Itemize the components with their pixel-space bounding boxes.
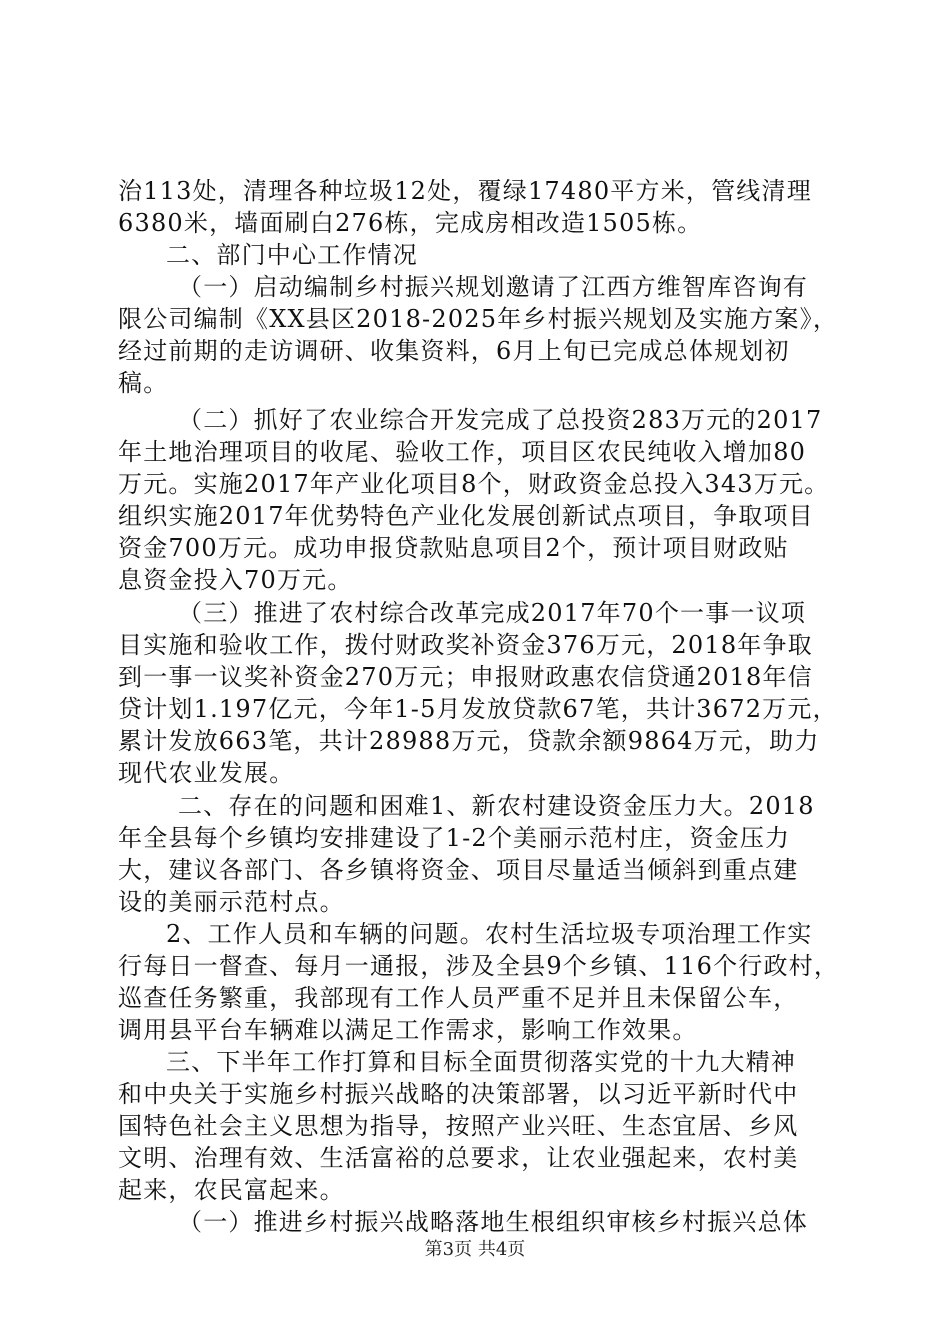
- text-line: 和中央关于实施乡村振兴战略的决策部署，以习近平新时代中: [118, 1080, 799, 1108]
- text-line: 2、工作人员和车辆的问题。农村生活垃圾专项治理工作实: [166, 920, 813, 948]
- section-heading: 三、下半年工作打算和目标全面贯彻落实党的十九大精神: [166, 1048, 796, 1076]
- text-line: 调用县平台车辆难以满足工作需求，影响工作效果。: [118, 1016, 698, 1044]
- text-line: 万元。实施2017年产业化项目8个，财政资金总投入343万元。: [118, 470, 830, 498]
- text-line: （一）启动编制乡村振兴规划邀请了江西方维智库咨询有: [178, 273, 808, 301]
- text-line: 年全县每个乡镇均安排建设了1-2个美丽示范村庄，资金压力: [118, 824, 791, 852]
- text-line: 年土地治理项目的收尾、验收工作，项目区农民纯收入增加80: [118, 438, 807, 466]
- text-line: 巡查任务繁重，我部现有工作人员严重不足并且未保留公车，: [118, 984, 799, 1012]
- text-line: 6380米，墙面刷白276栋，完成房相改造1505栋。: [118, 209, 703, 237]
- text-line: 目实施和验收工作，拨付财政奖补资金376万元，2018年争取: [118, 631, 813, 659]
- text-line: 累计发放663笔，共计28988万元，贷款余额9864万元，助力: [118, 727, 820, 755]
- text-line: （一）推进乡村振兴战略落地生根组织审核乡村振兴总体: [178, 1208, 808, 1236]
- text-line: 到一事一议奖补资金270万元；申报财政惠农信贷通2018年信: [118, 663, 813, 691]
- text-line: 起来，农民富起来。: [118, 1176, 345, 1204]
- text-line: 文明、治理有效、生活富裕的总要求，让农业强起来，农村美: [118, 1144, 799, 1172]
- page-footer: 第3页 共4页: [424, 1239, 526, 1260]
- text-line: 息资金投入70万元。: [118, 566, 353, 594]
- text-line: 治113处，清理各种垃圾12处，覆绿17480平方米，管线清理: [118, 177, 812, 205]
- text-line: 贷计划1.197亿元，今年1-5月发放贷款67笔，共计3672万元，: [118, 695, 838, 723]
- text-line: （三）推进了农村综合改革完成2017年70个一事一议项: [178, 599, 807, 627]
- text-line: 国特色社会主义思想为指导，按照产业兴旺、生态宜居、乡风: [118, 1112, 799, 1140]
- text-line: 资金700万元。成功申报贷款贴息项目2个，预计项目财政贴: [118, 534, 789, 562]
- text-line: 现代农业发展。: [118, 759, 295, 787]
- text-line: 设的美丽示范村点。: [118, 888, 345, 916]
- text-line: 大，建议各部门、各乡镇将资金、项目尽量适当倾斜到重点建: [118, 856, 799, 884]
- text-line: 二、存在的问题和困难1、新农村建设资金压力大。2018: [178, 792, 815, 820]
- text-line: 组织实施2017年优势特色产业化发展创新试点项目，争取项目: [118, 502, 814, 530]
- text-line: 经过前期的走访调研、收集资料，6月上旬已完成总体规划初: [118, 337, 790, 365]
- text-line: 稿。: [118, 369, 169, 397]
- text-line: 限公司编制《XX县区2018-2025年乡村振兴规划及实施方案》，: [118, 305, 839, 333]
- section-heading: 二、部门中心工作情况: [166, 241, 418, 269]
- text-line: 行每日一督查、每月一通报，涉及全县9个乡镇、116个行政村，: [118, 952, 840, 980]
- text-line: （二）抓好了农业综合开发完成了总投资283万元的2017: [178, 406, 823, 434]
